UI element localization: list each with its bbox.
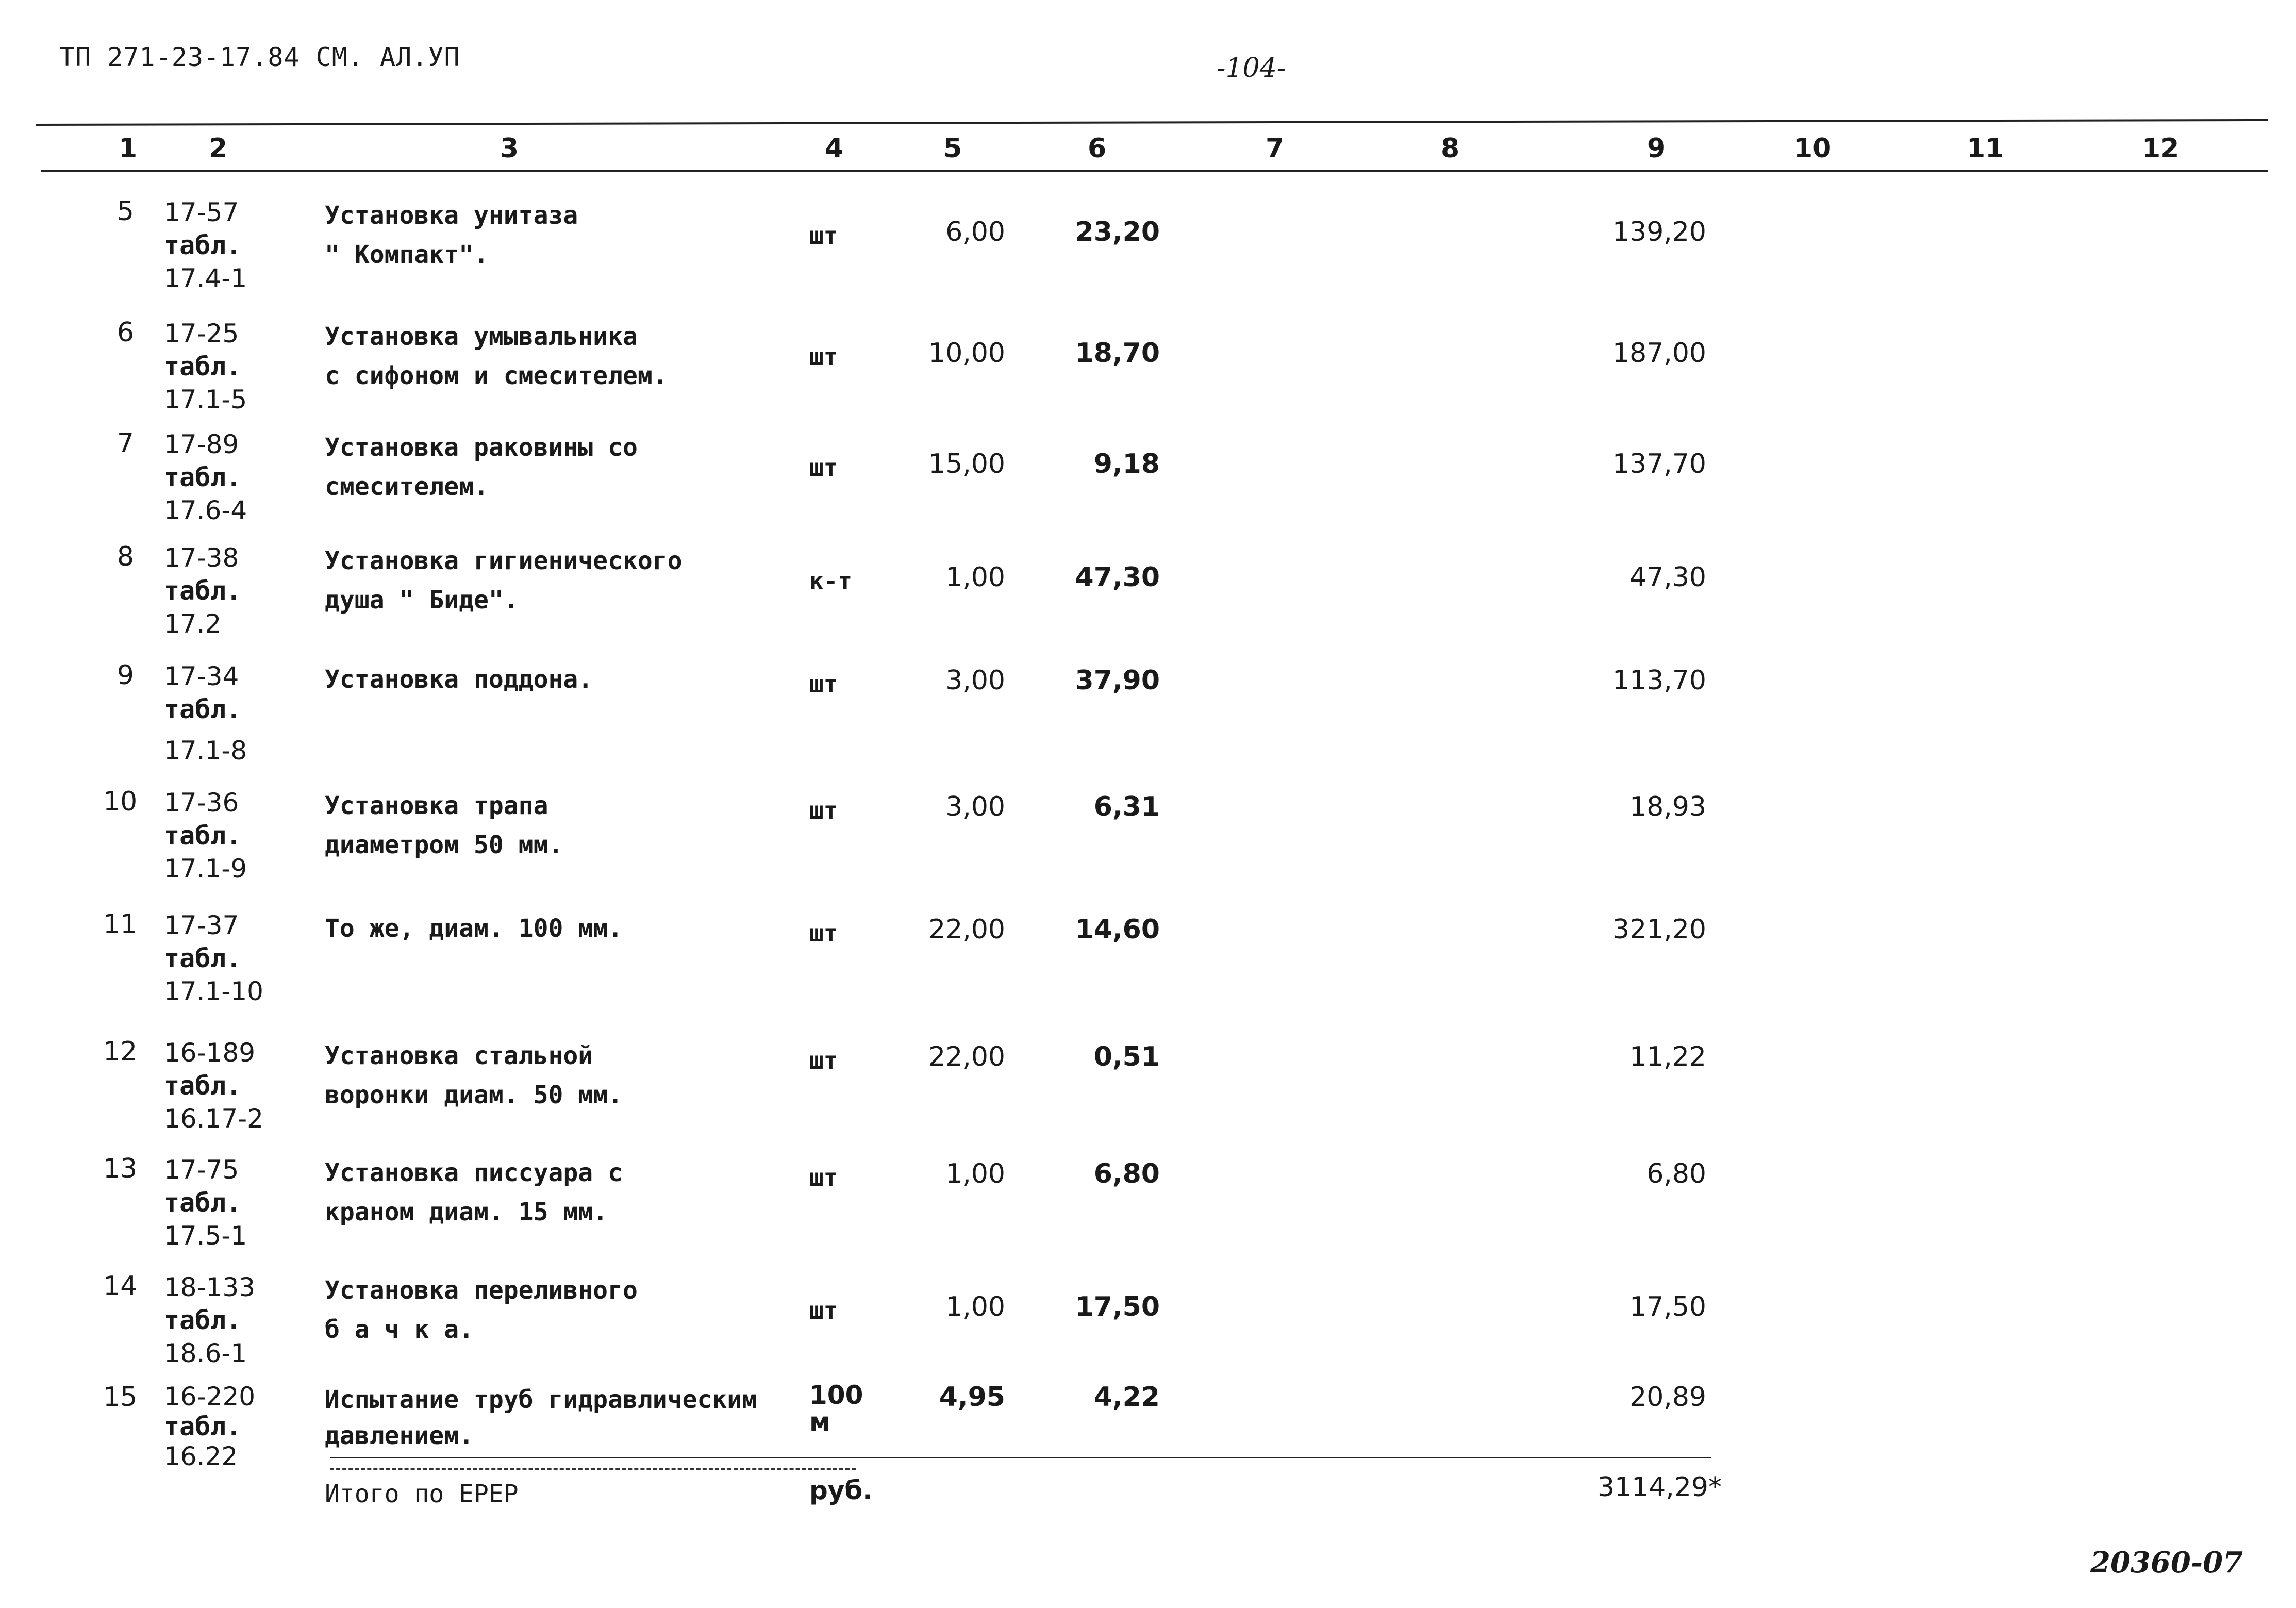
row-number: 13: [103, 1153, 138, 1184]
table-row: [0, 196, 2296, 320]
unit-price: 0,51: [1093, 1041, 1160, 1072]
table-row: [0, 1271, 2296, 1395]
column-header-12: 12: [2142, 133, 2179, 164]
row-number: 7: [117, 428, 134, 459]
unit-price: 17,50: [1075, 1291, 1160, 1322]
total-cost: 137,70: [1612, 449, 1706, 479]
unit: шт: [809, 1164, 838, 1191]
table-row: [0, 541, 2296, 665]
column-header-9: 9: [1647, 133, 1666, 164]
total-cost: 321,20: [1612, 914, 1706, 945]
column-header-6: 6: [1088, 133, 1107, 164]
unit: шт: [809, 1047, 838, 1074]
column-header-4: 4: [825, 133, 844, 164]
quantity: 22,00: [928, 914, 1005, 945]
table-row: [0, 660, 2296, 784]
rate-code: 17-36 табл. 17.1-9: [164, 788, 247, 884]
column-header-5: 5: [943, 133, 962, 164]
unit: шт: [809, 797, 838, 824]
table-row: [0, 909, 2296, 1033]
rate-code: 17-25 табл. 17.1-5: [164, 319, 247, 415]
work-description: Установка писсуара с краном диам. 15 мм.: [325, 1158, 623, 1226]
unit: шт: [809, 343, 838, 371]
total-cost: 139,20: [1612, 217, 1706, 247]
rate-code: 17-57 табл. 17.4-1: [164, 197, 247, 293]
unit-price: 4,22: [1093, 1382, 1160, 1413]
column-header-10: 10: [1794, 133, 1832, 164]
document-reference: ТП 271-23-17.84 СМ. АЛ.УП: [59, 42, 460, 72]
unit-price: 18,70: [1075, 338, 1160, 369]
table-top-rule: [36, 119, 2268, 126]
total-dashed-rule: [330, 1468, 856, 1470]
row-number: 8: [117, 541, 134, 572]
total-cost: 6,80: [1646, 1158, 1706, 1189]
unit: шт: [809, 670, 838, 698]
row-number: 6: [117, 317, 134, 348]
rate-code: 17-34 табл. 17.1-8: [164, 661, 247, 766]
column-header-3: 3: [500, 133, 519, 164]
unit-price: 6,31: [1093, 791, 1160, 822]
rate-code: 16-189 табл. 16.17-2: [164, 1038, 263, 1134]
total-label: Итого по ЕРЕР: [325, 1480, 519, 1508]
column-header-8: 8: [1441, 133, 1460, 164]
work-description: То же, диам. 100 мм.: [325, 914, 623, 943]
quantity: 1,00: [945, 1158, 1005, 1189]
row-number: 9: [117, 660, 134, 691]
rate-code: 18-133 табл. 18.6-1: [164, 1272, 256, 1368]
table-row: [0, 428, 2296, 552]
column-header-11: 11: [1967, 133, 2004, 164]
column-header-2: 2: [209, 133, 228, 164]
work-description: Установка стальной воронки диам. 50 мм.: [325, 1041, 623, 1109]
row-number: 12: [103, 1036, 138, 1067]
row-number: 5: [117, 196, 134, 227]
row-number: 10: [103, 786, 138, 817]
unit: шт: [809, 919, 838, 947]
quantity: 10,00: [928, 338, 1005, 369]
rate-code: 17-89 табл. 17.6-4: [164, 429, 247, 525]
unit-price: 23,20: [1075, 217, 1160, 247]
rate-code: 17-38 табл. 17.2: [164, 543, 242, 639]
unit: шт: [809, 454, 838, 482]
table-row: [0, 1036, 2296, 1160]
column-header-1: 1: [119, 133, 138, 164]
column-header-7: 7: [1266, 133, 1285, 164]
unit: шт: [809, 1297, 838, 1324]
table-row: [0, 1153, 2296, 1277]
rate-code: 16-220 табл. 16.22: [164, 1382, 256, 1471]
total-cost: 47,30: [1629, 562, 1706, 593]
work-description: Установка трапа диаметром 50 мм.: [325, 791, 563, 859]
quantity: 1,00: [945, 562, 1005, 593]
table-header-rule: [41, 170, 2268, 172]
rate-code: 17-75 табл. 17.5-1: [164, 1155, 247, 1251]
unit: шт: [809, 222, 838, 250]
unit-price: 9,18: [1093, 449, 1160, 479]
work-description: Установка поддона.: [325, 665, 593, 694]
quantity: 1,00: [945, 1291, 1005, 1322]
table-row: [0, 786, 2296, 910]
unit: к-т: [809, 567, 853, 595]
total-rule: [330, 1457, 1711, 1458]
work-description: Установка умывальника с сифоном и смесителем.: [325, 322, 668, 390]
unit-price: 47,30: [1075, 562, 1160, 593]
quantity: 6,00: [945, 217, 1005, 247]
total-cost: 20,89: [1629, 1382, 1706, 1413]
unit-price: 6,80: [1093, 1158, 1160, 1189]
quantity: 3,00: [945, 665, 1005, 696]
table-row: [0, 317, 2296, 441]
unit: 100 м: [809, 1380, 863, 1437]
work-description: Испытание труб гидравлическим давлением.: [325, 1385, 757, 1450]
unit-price: 37,90: [1075, 665, 1160, 696]
rate-code: 17-37 табл. 17.1-10: [164, 910, 263, 1006]
work-description: Установка унитаза " Компакт".: [325, 201, 578, 269]
work-description: Установка гигиенического душа " Биде".: [325, 546, 683, 615]
row-number: 11: [103, 909, 138, 940]
row-number: 14: [103, 1271, 138, 1302]
quantity: 15,00: [928, 449, 1005, 479]
work-description: Установка раковины со смесителем.: [325, 433, 638, 501]
work-description: Установка переливного б а ч к а.: [325, 1276, 638, 1344]
total-cost: 113,70: [1612, 665, 1706, 696]
total-cost: 11,22: [1629, 1041, 1706, 1072]
row-number: 15: [103, 1382, 138, 1413]
total-cost: 17,50: [1629, 1291, 1706, 1322]
archive-number: 20360-07: [2090, 1546, 2243, 1580]
total-value: 3114,29*: [1597, 1472, 1722, 1503]
quantity: 4,95: [939, 1382, 1005, 1413]
total-cost: 18,93: [1629, 791, 1706, 822]
unit-price: 14,60: [1075, 914, 1160, 945]
total-cost: 187,00: [1612, 338, 1706, 369]
total-unit: руб.: [809, 1476, 873, 1505]
quantity: 22,00: [928, 1041, 1005, 1072]
quantity: 3,00: [945, 791, 1005, 822]
page-number: -104-: [1217, 53, 1286, 84]
